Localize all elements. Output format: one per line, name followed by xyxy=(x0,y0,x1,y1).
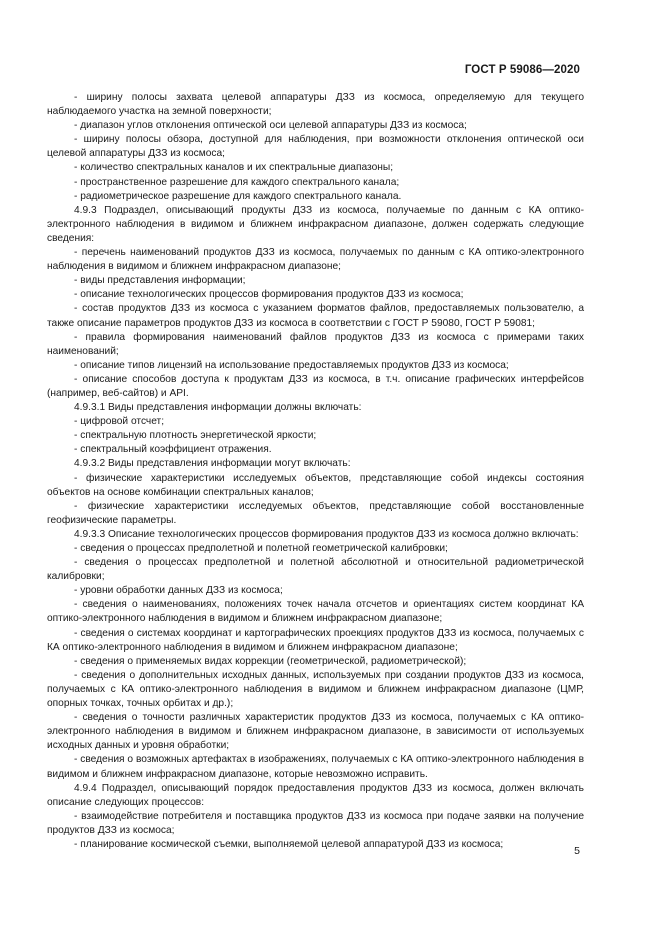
paragraph: - количество спектральных каналов и их спектральные диапазоны; xyxy=(74,162,394,174)
paragraph: 4.9.3.1 Виды представления информации должны включать: xyxy=(74,402,362,414)
paragraph: - сведения о системах координат и картографических проекциях продуктов ДЗЗ из космоса, получаемых с КА оптико-электронного наблюдения в видимом и ближнем инфракрасном диапазоне; xyxy=(47,627,584,653)
document-body xyxy=(47,91,584,852)
paragraph: - сведения о точности различных характеристик продуктов ДЗЗ из космоса, получаемых с КА оптико-электронного наблюдения в видимом и ближнем инфракрасном диапазоне, в зависимости от используемых исходных данных и уровня обработки; xyxy=(47,712,584,752)
paragraph: - состав продуктов ДЗЗ из космоса с указанием форматов файлов, предоставляемых пользователю, а также описание параметров продуктов ДЗЗ из космоса в соответствии с ГОСТ Р 59080, ГОСТ Р 59081; xyxy=(47,303,584,329)
paragraph: 4.9.3.2 Виды представления информации могут включать: xyxy=(74,458,351,470)
paragraph: - спектральный коэффициент отражения. xyxy=(74,444,272,456)
paragraph: - ширину полосы захвата целевой аппаратуры ДЗЗ из космоса, определяемую для текущего наблюдаемого участка на земной поверхности; xyxy=(47,92,584,118)
standard-header: ГОСТ Р 59086—2020 xyxy=(464,64,580,76)
paragraph: - физические характеристики исследуемых объектов, представляющие собой индексы состояния объектов на основе комбинации спектральных каналов; xyxy=(47,472,584,498)
paragraph: - описание технологических процессов формирования продуктов ДЗЗ из космоса; xyxy=(74,289,464,301)
paragraph: - пространственное разрешение для каждого спектрального канала; xyxy=(74,176,400,188)
paragraph: - описание типов лицензий на использование предоставляемых продуктов ДЗЗ из космоса; xyxy=(74,359,509,371)
paragraph: - сведения о дополнительных исходных данных, используемых при создании продуктов ДЗЗ из космоса, получаемых с КА оптико-электронного наблюдения в видимом и ближнем инфракрасном диапазоне (ЦМР, опорных точках, точных орбитах и др.); xyxy=(47,669,584,710)
paragraph: - виды представления информации; xyxy=(74,275,246,287)
paragraph: - правила формирования наименований файлов продуктов ДЗЗ из космоса с примерами таких наименований; xyxy=(47,331,584,357)
paragraph: - физические характеристики исследуемых объектов, представляющие собой восстановленные геофизические параметры. xyxy=(47,500,584,526)
paragraph: - спектральную плотность энергетической яркости; xyxy=(74,430,317,442)
paragraph: - взаимодействие потребителя и поставщика продуктов ДЗЗ из космоса при подаче заявки на получение продуктов ДЗЗ из космоса; xyxy=(47,810,584,836)
page-number: 5 xyxy=(574,845,580,857)
paragraph: - сведения о процессах предполетной и полетной геометрической калибровки; xyxy=(74,543,448,554)
paragraph: 4.9.3.3 Описание технологических процессов формирования продуктов ДЗЗ из космоса должно включать: xyxy=(74,528,579,540)
paragraph: 4.9.3 Подраздел, описывающий продукты ДЗЗ из космоса, получаемые по данным с КА оптико-электронного наблюдения в видимом и ближнем инфракрасном диапазоне, должен содержать следующие сведения: xyxy=(47,204,584,244)
paragraph: - сведения о наименованиях, положениях точек начала отсчетов и ориентациях систем координат КА оптико-электронного наблюдения в видимом и ближнем инфракрасном диапазоне; xyxy=(47,599,584,625)
paragraph: - радиометрическое разрешение для каждого спектрального канала. xyxy=(74,190,402,202)
paragraph: - диапазон углов отклонения оптической оси целевой аппаратуры ДЗЗ из космоса; xyxy=(74,120,467,132)
paragraph: - описание способов доступа к продуктам ДЗЗ из космоса, в т.ч. описание графических интерфейсов (например, веб-сайтов) и API. xyxy=(47,373,584,399)
paragraph: - перечень наименований продуктов ДЗЗ из космоса, получаемых по данным с КА оптико-электронного наблюдения в видимом и ближнем инфракрасном диапазоне; xyxy=(47,247,584,273)
paragraph: - планирование космической съемки, выполняемой целевой аппаратурой ДЗЗ из космоса; xyxy=(74,838,504,850)
paragraph: 4.9.4 Подраздел, описывающий порядок предоставления продуктов ДЗЗ из космоса, должен включать описание следующих процессов: xyxy=(47,782,584,808)
paragraph: - сведения о возможных артефактах в изображениях, получаемых с КА оптико-электронного наблюдения в видимом и ближнем инфракрасном диапазоне, которые невозможно исправить. xyxy=(47,754,584,780)
paragraph: - уровни обработки данных ДЗЗ из космоса; xyxy=(74,585,283,597)
paragraph: - ширину полосы обзора, доступной для наблюдения, при возможности отклонения оптической оси целевой аппаратуры ДЗЗ из космоса; xyxy=(47,134,584,160)
paragraph: - сведения о применяемых видах коррекции (геометрической, радиометрической); xyxy=(74,655,467,667)
paragraph: - цифровой отсчет; xyxy=(74,416,165,428)
paragraph: - сведения о процессах предполетной и полетной абсолютной и относительной радиометрической калибровки; xyxy=(47,557,584,583)
